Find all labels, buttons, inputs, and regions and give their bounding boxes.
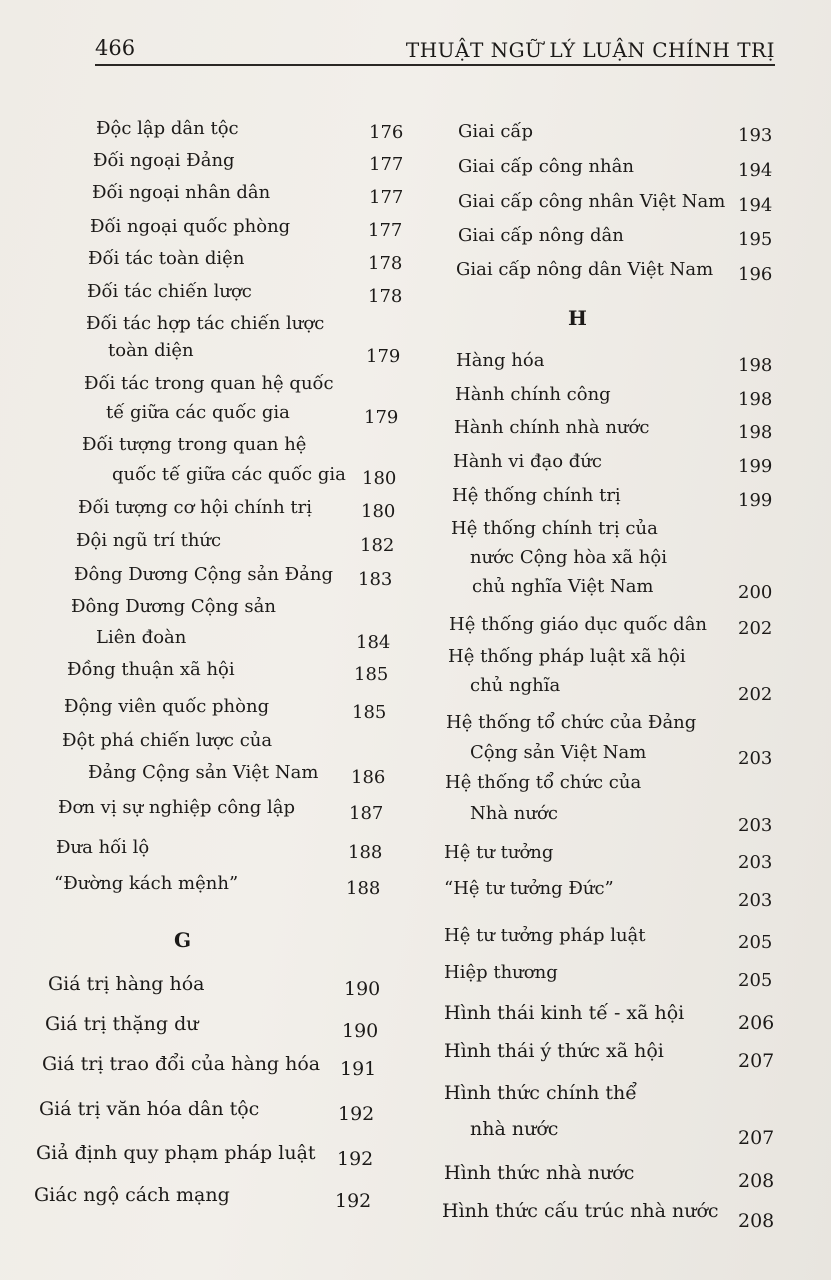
index-page-number: 199 [738,490,773,511]
index-term: Giai cấp [458,121,533,142]
index-page-number: 182 [360,535,395,556]
index-term: Giả định quy phạm pháp luật [36,1142,316,1164]
index-page-number: 207 [738,1050,775,1072]
index-term: Đột phá chiến lược của [62,730,273,751]
index-page-number: 187 [349,803,384,824]
index-term: Hình thái ý thức xã hội [444,1040,664,1062]
index-page-number: 188 [346,878,381,899]
index-term-continuation: Liên đoàn [96,627,187,648]
index-page-number: 208 [738,1210,775,1232]
index-term: Hình thức cấu trúc nhà nước [442,1200,719,1222]
index-page-number: 177 [369,187,404,208]
index-page-number: 180 [362,468,397,489]
index-term: Hình thức nhà nước [444,1162,635,1184]
index-page-number: 203 [738,852,773,873]
index-page-number: 185 [354,664,389,685]
index-term: Đơn vị sự nghiệp công lập [58,797,296,818]
index-term: Hàng hóa [456,350,545,371]
index-page-number: 203 [738,890,773,911]
index-term: Hệ thống chính trị [452,485,621,506]
index-page-number: 177 [369,154,404,175]
index-term-continuation: Cộng sản Việt Nam [470,742,647,763]
index-page-number: 192 [335,1190,372,1212]
index-term-continuation: Đảng Cộng sản Việt Nam [88,762,319,783]
index-term: Đối tượng cơ hội chính trị [78,497,312,518]
index-term: Hình thái kinh tế - xã hội [444,1002,685,1024]
header-rule [95,64,775,66]
index-page-number: 199 [738,456,773,477]
index-page-number: 205 [738,932,773,953]
index-page-number: 191 [340,1058,377,1080]
index-term: Giác ngộ cách mạng [34,1184,230,1206]
index-term: Đông Dương Cộng sản Đảng [74,564,334,585]
index-page-number: 194 [738,160,773,181]
index-page-number: 186 [351,767,386,788]
index-term: Đối tác hợp tác chiến lược [86,313,325,334]
index-page-number: 184 [356,632,391,653]
index-term: Giai cấp công nhân [458,156,634,177]
index-term: Hệ thống pháp luật xã hội [448,646,686,667]
index-term: Đối ngoại nhân dân [92,182,271,203]
index-page-number: 207 [738,1127,775,1149]
index-page-number: 178 [368,286,403,307]
running-title: THUẬT NGỮ LÝ LUẬN CHÍNH TRỊ [405,38,775,62]
index-term: Đồng thuận xã hội [67,659,235,680]
index-term-continuation: toàn diện [108,340,194,361]
index-term: Độc lập dân tộc [96,118,239,139]
index-term: Giá trị trao đổi của hàng hóa [42,1053,321,1075]
index-page-number: 205 [738,970,773,991]
index-term: “Hệ tư tưởng Đức” [444,878,614,899]
index-term: Động viên quốc phòng [64,696,270,717]
index-term: Giá trị văn hóa dân tộc [39,1098,260,1120]
index-page-number: 200 [738,582,773,603]
index-term: Đối ngoại quốc phòng [90,216,291,237]
index-page-number: 206 [738,1012,775,1034]
index-term-continuation: chủ nghĩa [470,675,561,696]
index-page-number: 208 [738,1170,775,1192]
index-term-continuation: Nhà nước [470,803,558,824]
index-page-number: 180 [361,501,396,522]
index-term: Đông Dương Cộng sản [71,596,276,617]
index-page-number: 198 [738,355,773,376]
section-letter-g: G [174,928,192,952]
index-term: Hành chính công [455,384,611,405]
index-page-number: 188 [348,842,383,863]
index-page-number: 203 [738,748,773,769]
index-page-number: 202 [738,684,773,705]
index-page-number: 177 [368,220,403,241]
index-term: Hệ thống chính trị của [451,518,658,539]
index-term: Hành vi đạo đức [453,451,602,472]
index-page-number: 179 [366,346,401,367]
index-term: Hệ thống giáo dục quốc dân [449,614,708,635]
index-term: Hình thức chính thể [444,1082,637,1104]
index-page-number: 192 [338,1103,375,1125]
index-page-number: 193 [738,125,773,146]
index-page-number: 190 [342,1020,379,1042]
index-term: Hệ thống tổ chức của Đảng [446,712,697,733]
index-term-continuation: nhà nước [470,1118,559,1140]
index-page-number: 176 [369,122,404,143]
index-page-number: 179 [364,407,399,428]
index-page-number: 198 [738,422,773,443]
index-term: Đối tác trong quan hệ quốc [84,373,334,394]
index-page-number: 185 [352,702,387,723]
index-term: Hệ tư tưởng [444,842,554,863]
index-term: Hiệp thương [444,962,558,983]
index-term: Giai cấp nông dân Việt Nam [456,259,714,280]
index-page-number: 203 [738,815,773,836]
index-term: Đối tác toàn diện [88,248,245,269]
index-term-continuation: tế giữa các quốc gia [106,402,290,423]
index-term: Giai cấp nông dân [458,225,624,246]
index-page-number: 198 [738,389,773,410]
section-letter-h: H [568,306,587,330]
index-page-number: 202 [738,618,773,639]
index-page-number: 192 [337,1148,374,1170]
index-term: “Đường kách mệnh” [54,873,239,894]
index-term: Hệ thống tổ chức của [445,772,642,793]
index-term: Đội ngũ trí thức [76,530,222,551]
page-header [95,36,775,66]
index-term: Giai cấp công nhân Việt Nam [458,191,726,212]
index-term: Đối ngoại Đảng [93,150,235,171]
index-term: Đối tượng trong quan hệ [82,434,307,455]
index-term-continuation: quốc tế giữa các quốc gia [112,464,346,485]
index-term-continuation: nước Cộng hòa xã hội [470,547,667,568]
index-page-number: 190 [344,978,381,1000]
index-term-continuation: chủ nghĩa Việt Nam [472,576,654,597]
index-page-number: 178 [368,253,403,274]
index-term: Giá trị thặng dư [45,1013,199,1035]
index-term: Đưa hối lộ [56,837,150,858]
index-term: Giá trị hàng hóa [48,973,205,995]
index-term: Hệ tư tưởng pháp luật [444,925,646,946]
page-number: 466 [95,36,136,60]
index-page-number: 195 [738,229,773,250]
index-term: Hành chính nhà nước [454,417,650,438]
index-term: Đối tác chiến lược [87,281,252,302]
index-page-number: 183 [358,569,393,590]
index-page-number: 194 [738,195,773,216]
index-page-number: 196 [738,264,773,285]
